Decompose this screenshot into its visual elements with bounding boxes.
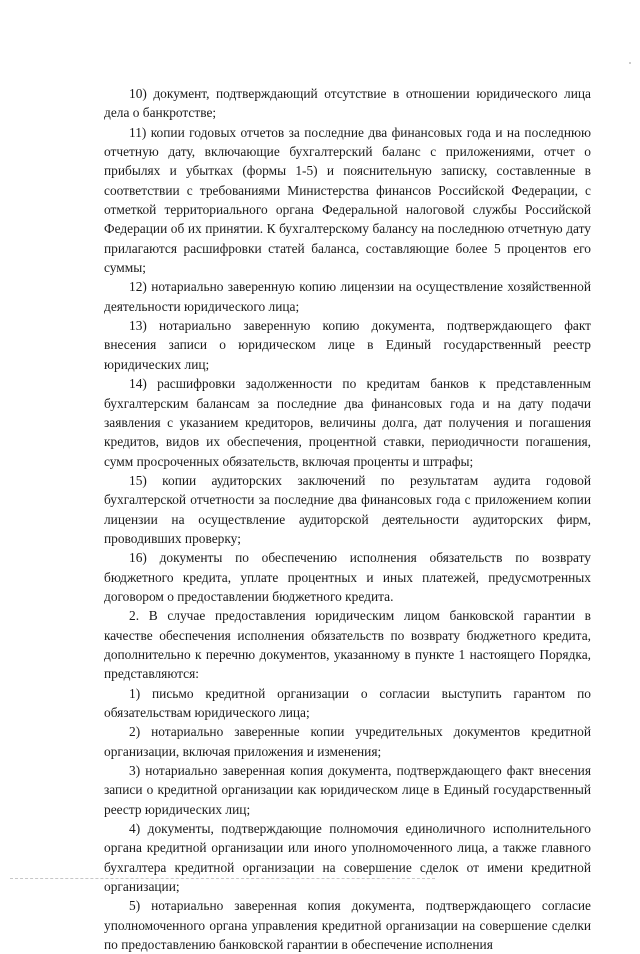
- scan-artifact-line: [10, 878, 435, 879]
- guarantee-item-5: 5) нотариально заверенная копия документа, подтверждающего согласие уполномоченного органа управления кредитной организации на совершение сделки по предоставлению банковской гарантии в обеспечение исполнения: [104, 898, 591, 953]
- paragraph-item-16: 16) документы по обеспечению исполнения обязательств по возврату бюджетного кредита, уплате процентных и иных платежей, предусмотренных договором о предоставлении бюджетного кредита.: [104, 550, 591, 604]
- paragraph-item-11: 11) копии годовых отчетов за последние два финансовых года и на последнюю отчетную дату, включающие бухгалтерский баланс с приложениями, отчет о прибылях и убытках (формы 1-5) и пояснительную записку, составленные в соответствии с требованиями Министерства финансов Российской Федерации, с отметкой территориального органа Федеральной налоговой службы Российской Федерации об их принятии. К бухгалтерскому балансу на последнюю отчетную дату прилагаются расшифровки статей баланса, составляющие более 5 процентов его суммы;: [104, 124, 591, 276]
- document-body: [104, 84, 591, 954]
- section-2-intro: 2. В случае предоставления юридическим лицом банковской гарантии в качестве обеспечения исполнения обязательств по возврату бюджетного кредита, дополнительно к перечню документов, указанному в пункте 1 настоящего Порядка, представляются:: [104, 608, 591, 682]
- guarantee-item-3: 3) нотариально заверенная копия документа, подтверждающего факт внесения записи о кредитной организации как юридическом лице в Единый государственный реестр юридических лиц;: [104, 763, 591, 817]
- guarantee-item-2: 2) нотариально заверенные копии учредительных документов кредитной организации, включая приложения и изменения;: [104, 724, 591, 759]
- paragraph-item-10: 10) документ, подтверждающий отсутствие в отношении юридического лица дела о банкротстве;: [104, 86, 591, 121]
- paragraph-item-15: 15) копии аудиторских заключений по результатам аудита годовой бухгалтерской отчетности за последние два финансовых года с приложением копии лицензии на осуществление аудиторской деятельности аудиторских фирм, проводивших проверку;: [104, 472, 591, 546]
- scan-speck: [629, 62, 631, 64]
- paragraph-item-14: 14) расшифровки задолженности по кредитам банков к представленным бухгалтерским балансам за последние два финансовых года и на дату подачи заявления с указанием кредиторов, величины долга, дат получения и погашения кредитов, видов их обеспечения, процентной ставки, периодичности погашения, сумм просроченных обязательств, включая проценты и штрафы;: [104, 376, 591, 469]
- paragraph-item-13: 13) нотариально заверенную копию документа, подтверждающего факт внесения записи о юридическом лице в Единый государственный реестр юридических лиц;: [104, 318, 591, 372]
- guarantee-item-1: 1) письмо кредитной организации о согласии выступить гарантом по обязательствам юридического лица;: [104, 685, 591, 720]
- guarantee-item-4: 4) документы, подтверждающие полномочия единоличного исполнительного органа кредитной организации или иного уполномоченного лица, а также главного бухгалтера кредитной организации на совершение сделок от имени кредитной организации;: [104, 821, 591, 895]
- paragraph-item-12: 12) нотариально заверенную копию лицензии на осуществление хозяйственной деятельности юридического лица;: [104, 279, 591, 314]
